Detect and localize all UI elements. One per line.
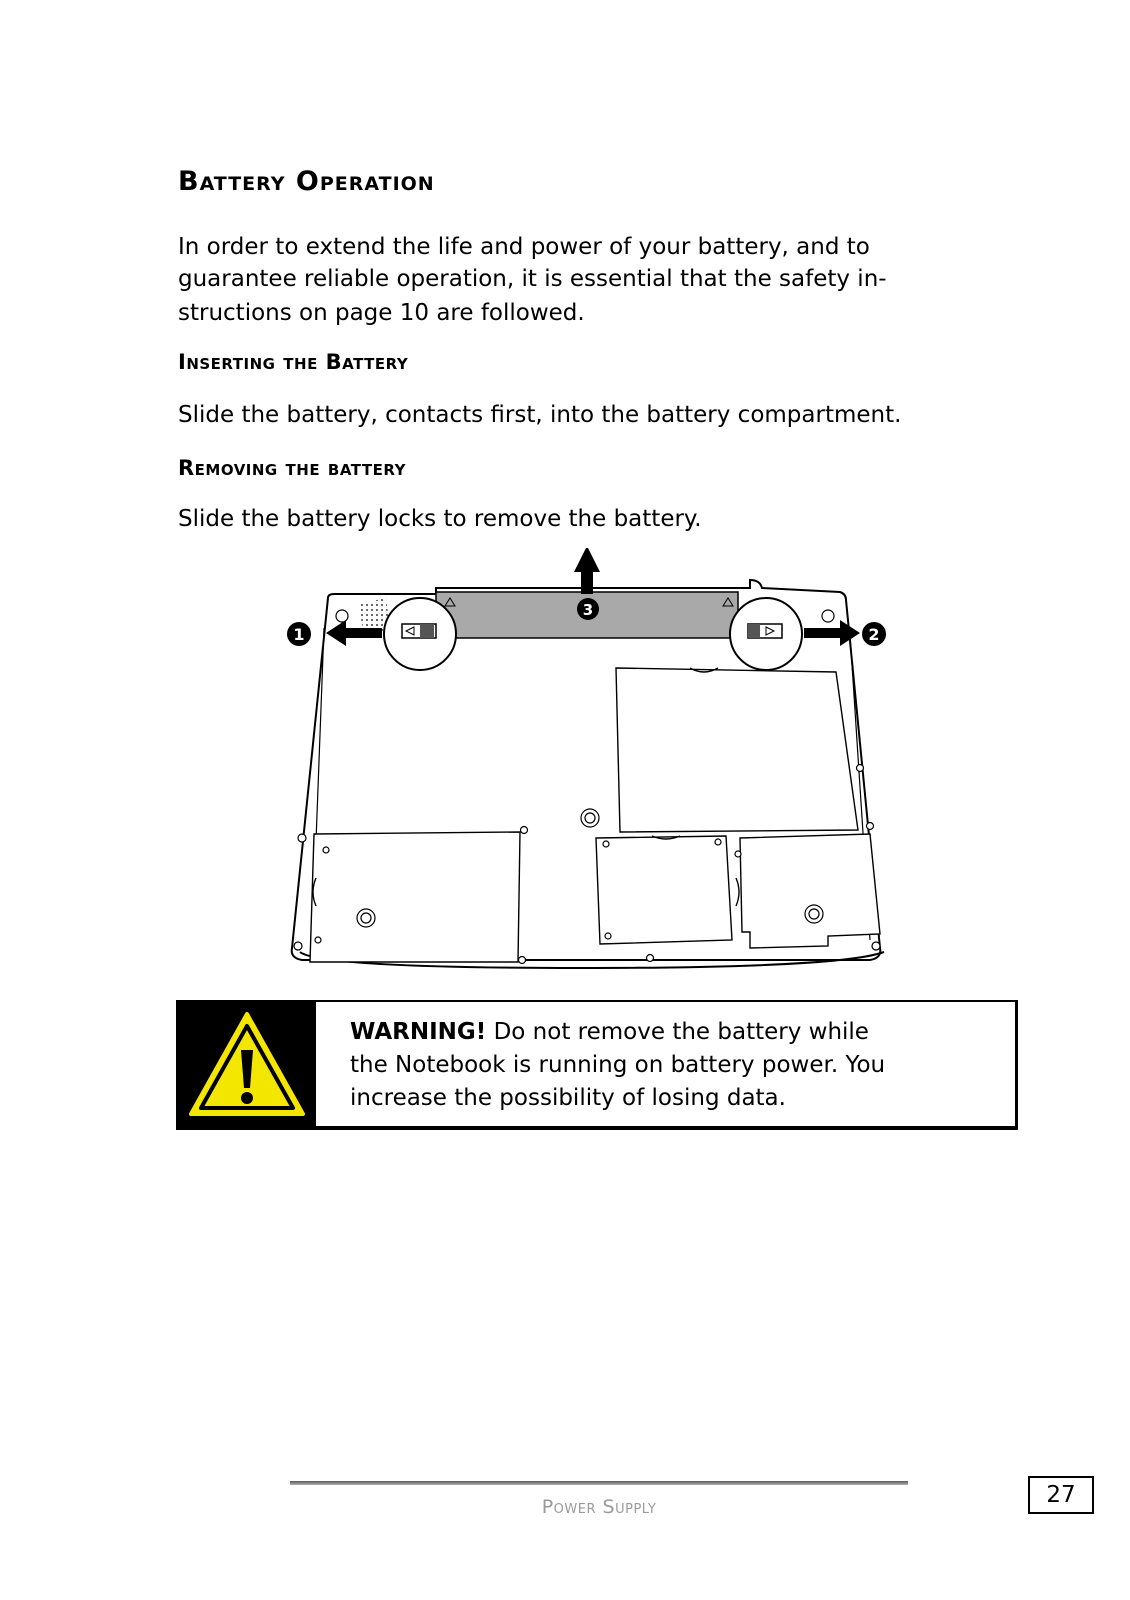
warning-text bbox=[316, 1002, 901, 1126]
intro-line-1: In order to extend the life and power of your battery, and to bbox=[178, 234, 870, 260]
removing-text: Slide the battery locks to remove the battery. bbox=[178, 506, 702, 532]
left-battery-lock bbox=[384, 598, 456, 670]
svg-text:3: 3 bbox=[582, 601, 594, 619]
right-battery-lock bbox=[730, 598, 802, 670]
section-title: Battery Operation bbox=[178, 166, 435, 197]
inserting-text: Slide the battery, contacts first, into the battery compartment. bbox=[178, 402, 902, 428]
warning-icon-cell bbox=[178, 1002, 316, 1126]
svg-text:2: 2 bbox=[868, 625, 880, 644]
page-number: 27 bbox=[1028, 1476, 1094, 1514]
inserting-heading: Inserting the Battery bbox=[178, 350, 409, 374]
warning-label: WARNING! bbox=[350, 1019, 487, 1045]
intro-line-2: guarantee reliable operation, it is essential that the safety in- bbox=[178, 266, 887, 292]
intro-paragraph bbox=[178, 231, 1008, 329]
warning-line-2: the Notebook is running on battery power. You bbox=[350, 1052, 886, 1078]
svg-text:1: 1 bbox=[293, 625, 305, 644]
warning-line-1-text: Do not remove the battery while bbox=[493, 1019, 869, 1045]
notebook-underside-diagram bbox=[280, 548, 920, 988]
warning-triangle-icon bbox=[187, 1008, 307, 1120]
intro-line-3: structions on page 10 are followed. bbox=[178, 300, 585, 326]
callout-1 bbox=[287, 622, 311, 646]
callout-2 bbox=[862, 622, 886, 646]
warning-line-1 bbox=[350, 1016, 885, 1049]
warning-box bbox=[176, 1000, 1018, 1130]
warning-line-3: increase the possibility of losing data. bbox=[350, 1085, 786, 1111]
callout-3 bbox=[577, 598, 599, 620]
removing-heading: Removing the battery bbox=[178, 456, 406, 480]
footer-rule bbox=[290, 1481, 908, 1485]
footer-section-label: Power Supply bbox=[541, 1496, 657, 1518]
